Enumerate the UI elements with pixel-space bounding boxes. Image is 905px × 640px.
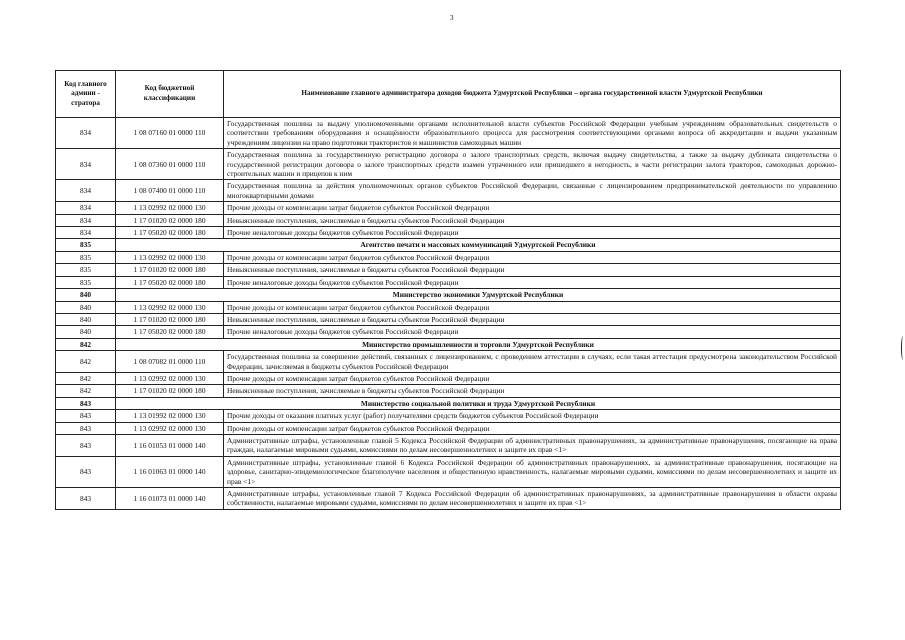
kbk-code-cell: 1 08 07400 01 0000 110 [116, 180, 224, 202]
kbk-code-cell: 1 13 02992 02 0000 130 [116, 301, 224, 313]
kbk-code-cell: 1 08 07082 01 0000 110 [116, 351, 224, 373]
kbk-code-cell: 1 08 07360 01 0000 110 [116, 149, 224, 180]
admin-code-cell: 835 [56, 251, 116, 263]
description-cell: Государственная пошлина за совершение действий, связанных с лицензированием, с проведением аттестации в случаях, если такая аттестация предусмотрена законодательством Российской Федерации, зачисляемая в бюджеты субъектов Российской Федерации [224, 351, 841, 373]
admin-code-cell: 834 [56, 149, 116, 180]
header-kbk-code: Код бюджетной классификации [116, 71, 224, 118]
admin-code-cell: 834 [56, 202, 116, 214]
section-row [56, 397, 841, 409]
kbk-code-cell: 1 17 01020 02 0000 180 [116, 385, 224, 397]
section-row [56, 338, 841, 350]
description-cell: Государственная пошлина за выдачу уполномоченными органами исполнительной власти субъектов Российской Федерации учебным учреждениям образовательных свидетельств о соответствии требованиям оборудования и оснащённости образовательного процесса для рассмотрения соответствующими органами вопроса об аккредитации и выдачи указанным учреждениям лицензии на право подготовки трактористов и машинистов самоходных машин [224, 118, 841, 149]
description-cell: Государственная пошлина за действия уполномоченных органов субъектов Российской Федерации, связанные с лицензированием предпринимательской деятельности по управлению многоквартирными домами [224, 180, 841, 202]
header-admin-code: Код главного админи - стратора [56, 71, 116, 118]
section-row [56, 239, 841, 251]
admin-code-cell: 840 [56, 301, 116, 313]
table-row [56, 118, 841, 149]
table-row [56, 264, 841, 276]
table-row [56, 434, 841, 456]
description-cell: Государственная пошлина за государственную регистрацию договора о залоге транспортных средств, включая выдачу свидетельства, а также за выдачу дубликата свидетельства о государственной регистрации договора о залоге транспортных средств взамен утраченного или пришедшего в негодность, в части регистрации залога тракторов, самоходных дорожно-строительных машин и прицепов к ним [224, 149, 841, 180]
admin-code-cell: 843 [56, 397, 116, 409]
kbk-code-cell: 1 17 05020 02 0000 180 [116, 276, 224, 288]
table-row [56, 313, 841, 325]
kbk-code-cell: 1 17 05020 02 0000 180 [116, 326, 224, 338]
admin-code-cell: 834 [56, 227, 116, 239]
description-cell: Прочие неналоговые доходы бюджетов субъектов Российской Федерации [224, 326, 841, 338]
description-cell: Прочие доходы от компенсации затрат бюджетов субъектов Российской Федерации [224, 372, 841, 384]
binding-mark [901, 336, 905, 360]
admin-code-cell: 835 [56, 239, 116, 251]
table-header-row [56, 71, 841, 118]
description-cell: Административные штрафы, установленные главой 7 Кодекса Российской Федерации об административных правонарушениях, за административные правонарушения в области охраны собственности, налагаемые мировыми судьями, комиссиями по делам несовершеннолетних и защите их прав <1> [224, 488, 841, 510]
kbk-code-cell: 1 13 02992 02 0000 130 [116, 422, 224, 434]
description-cell: Административные штрафы, установленные главой 6 Кодекса Российской Федерации об административных правонарушениях, за административные правонарушения, посягающие на здоровье, санитарно-эпидемиологическое благополучие населения и общественную нравственность, налагаемые мировыми судьями, комиссиями по делам несовершеннолетних и защите их прав <1> [224, 456, 841, 487]
description-cell: Невыясненные поступления, зачисляемые в бюджеты субъектов Российской Федерации [224, 313, 841, 325]
kbk-code-cell: 1 17 01020 02 0000 180 [116, 313, 224, 325]
page-number: 3 [450, 14, 454, 22]
table-row [56, 214, 841, 226]
description-cell: Прочие доходы от компенсации затрат бюджетов субъектов Российской Федерации [224, 301, 841, 313]
description-cell: Невыясненные поступления, зачисляемые в бюджеты субъектов Российской Федерации [224, 264, 841, 276]
table-row [56, 251, 841, 263]
section-title-cell: Министерство экономики Удмуртской Республики [116, 289, 841, 301]
kbk-code-cell: 1 17 01020 02 0000 180 [116, 264, 224, 276]
admin-code-cell: 842 [56, 385, 116, 397]
header-administrator-name: Наименование главного администратора доходов бюджета Удмуртской Республики – органа государственной власти Удмуртской Республики [224, 71, 841, 118]
revenue-administrators-table [55, 70, 841, 510]
kbk-code-cell: 1 13 02992 02 0000 130 [116, 202, 224, 214]
admin-code-cell: 840 [56, 289, 116, 301]
kbk-code-cell: 1 16 01053 01 0000 140 [116, 434, 224, 456]
kbk-code-cell: 1 13 01992 02 0000 130 [116, 410, 224, 422]
table-row [56, 180, 841, 202]
table-row [56, 149, 841, 180]
table-row [56, 301, 841, 313]
admin-code-cell: 840 [56, 326, 116, 338]
admin-code-cell: 843 [56, 422, 116, 434]
admin-code-cell: 843 [56, 488, 116, 510]
admin-code-cell: 842 [56, 372, 116, 384]
description-cell: Административные штрафы, установленные главой 5 Кодекса Российской Федерации об административных правонарушениях, за административные правонарушения, посягающие на права граждан, налагаемые мировыми судьями, комиссиями по делам несовершеннолетних и защите их прав <1> [224, 434, 841, 456]
description-cell: Прочие неналоговые доходы бюджетов субъектов Российской Федерации [224, 276, 841, 288]
admin-code-cell: 834 [56, 118, 116, 149]
admin-code-cell: 843 [56, 434, 116, 456]
description-cell: Прочие доходы от компенсации затрат бюджетов субъектов Российской Федерации [224, 202, 841, 214]
kbk-code-cell: 1 16 01063 01 0000 140 [116, 456, 224, 487]
table-row [56, 488, 841, 510]
section-title-cell: Агентство печати и массовых коммуникаций Удмуртской Республики [116, 239, 841, 251]
description-cell: Прочие доходы от компенсации затрат бюджетов субъектов Российской Федерации [224, 422, 841, 434]
admin-code-cell: 840 [56, 313, 116, 325]
table-row [56, 276, 841, 288]
admin-code-cell: 842 [56, 351, 116, 373]
description-cell: Прочие доходы от компенсации затрат бюджетов субъектов Российской Федерации [224, 251, 841, 263]
admin-code-cell: 834 [56, 214, 116, 226]
admin-code-cell: 835 [56, 264, 116, 276]
kbk-code-cell: 1 16 01073 01 0000 140 [116, 488, 224, 510]
table-row [56, 351, 841, 373]
kbk-code-cell: 1 17 01020 02 0000 180 [116, 214, 224, 226]
admin-code-cell: 835 [56, 276, 116, 288]
table-body [56, 118, 841, 510]
kbk-code-cell: 1 17 05020 02 0000 180 [116, 227, 224, 239]
table-row [56, 202, 841, 214]
admin-code-cell: 842 [56, 338, 116, 350]
description-cell: Прочие доходы от оказания платных услуг (работ) получателями средств бюджетов субъектов Российской Федерации [224, 410, 841, 422]
admin-code-cell: 843 [56, 456, 116, 487]
kbk-code-cell: 1 13 02992 02 0000 130 [116, 251, 224, 263]
description-cell: Невыясненные поступления, зачисляемые в бюджеты субъектов Российской Федерации [224, 385, 841, 397]
description-cell: Прочие неналоговые доходы бюджетов субъектов Российской Федерации [224, 227, 841, 239]
table-row [56, 422, 841, 434]
section-title-cell: Министерство промышленности и торговли Удмуртской Республики [116, 338, 841, 350]
kbk-code-cell: 1 13 02992 02 0000 130 [116, 372, 224, 384]
table-row [56, 372, 841, 384]
table-row [56, 410, 841, 422]
kbk-code-cell: 1 08 07160 01 0000 110 [116, 118, 224, 149]
table-row [56, 456, 841, 487]
section-row [56, 289, 841, 301]
description-cell: Невыясненные поступления, зачисляемые в бюджеты субъектов Российской Федерации [224, 214, 841, 226]
admin-code-cell: 843 [56, 410, 116, 422]
table-row [56, 326, 841, 338]
table-row [56, 227, 841, 239]
section-title-cell: Министерство социальной политики и труда Удмуртской Республики [116, 397, 841, 409]
admin-code-cell: 834 [56, 180, 116, 202]
table-row [56, 385, 841, 397]
